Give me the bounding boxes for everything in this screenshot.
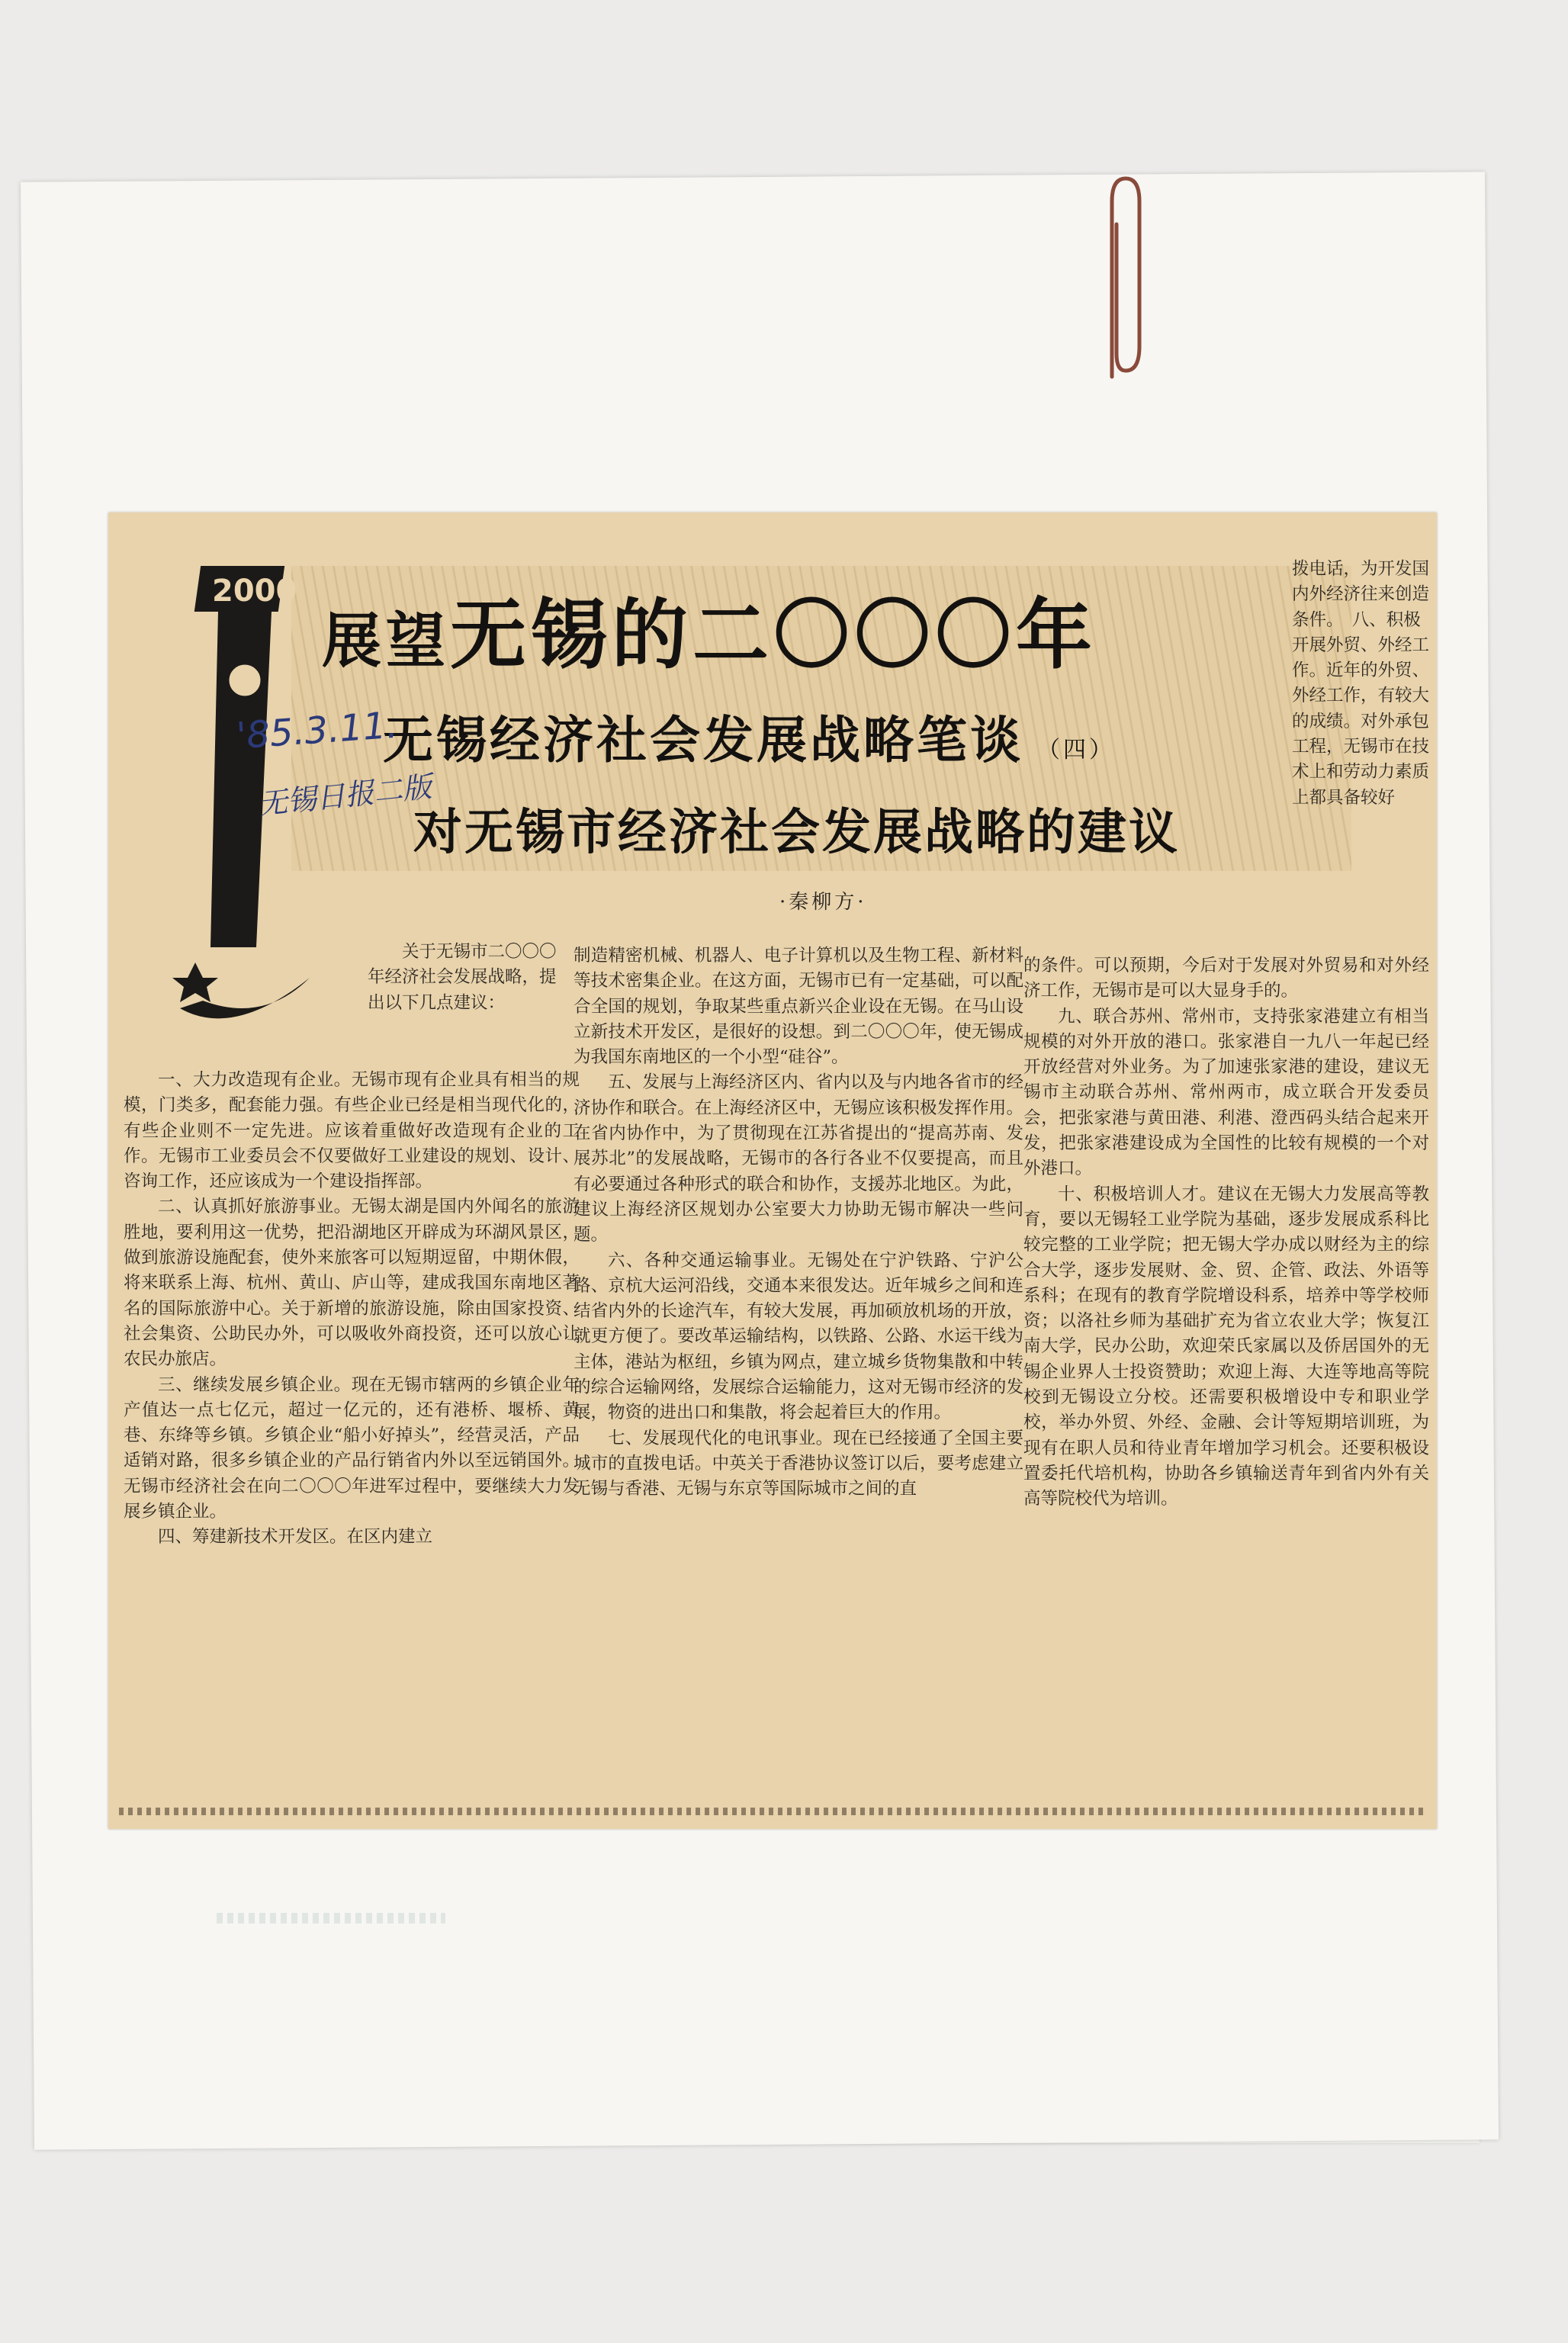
column-3 (1023, 953, 1429, 1808)
column-1-intro (368, 940, 569, 1054)
paragraph: 二、认真抓好旅游事业。无锡太湖是国内外闻名的旅游胜地，要利用这一优势，把沿湖地区开辟成为环湖风景区，做到旅游设施配套，使外来旅客可以短期逗留，中期休假，将来联系上海、杭州、黄山、庐山等，建成我国东南地区著名的国际旅游中心。关于新增的旅游设施，除由国家投资、社会集资、公助民办外，可以吸收外商投资，还可以放心让农民办旅店。 (124, 1197, 580, 1370)
column-2 (574, 943, 1023, 1805)
article-title: 对无锡市经济社会发展战略的建议 (413, 805, 1180, 861)
paragraph: 的条件。可以预期，今后对于发展对外贸易和对外经济工作，无锡市是可以大显身手的。 (1023, 956, 1429, 1001)
paragraph: 一、大力改造现有企业。无锡市现有企业具有相当的规模，门类多，配套能力强。有些企业已经是相当现代化的，有些企业则不一定先进。应该着重做好改造现有企业的工作。无锡市工业委员会不仅要做好工业建设的规划、设计、咨询工作，还应该成为一个建设指挥部。 (124, 1070, 580, 1192)
paragraph: 七、发展现代化的电讯事业。现在已经接通了全国主要城市的直拨电话。中英关于香港协议签订以后，要考虑建立无锡与香港、无锡与东京等国际城市之间的直 (574, 1428, 1023, 1499)
series-title (383, 699, 1115, 772)
paragraph: 制造精密机械、机器人、电子计算机以及生物工程、新材料等技术密集企业。在这方面，无锡市已有一定基础，可以配合全国的规划，争取某些重点新兴企业设在无锡。在马山设立新技术开发区，是很好的设想。到二〇〇〇年，使无锡成为我国东南地区的一个小型“硅谷”。 (574, 946, 1023, 1068)
col1-intro-text: 关于无锡市二〇〇〇年经济社会发展战略，提出以下几点建议： (368, 942, 557, 1013)
col4-text: 拨电话，为开发国内外经济往来创造条件。 八、积极开展外贸、外经工作。近年的外贸、外经工作，有较大的成绩。对外承包工程，无锡市在技术上和劳动力素质上都具备较好 (1292, 559, 1430, 808)
series-title-text: 无锡经济社会发展战略笔谈 (383, 711, 1023, 770)
paragraph: 六、各种交通运输事业。无锡处在宁沪铁路、宁沪公路、京杭大运河沿线，交通本来很发达。近年城乡之间和连结省内外的长途汽车，有较大发展，再加硕放机场的开放，就更方便了。要改革运输结构，以铁路、公路、水运干线为主体，港站为枢纽，乡镇为网点，建立城乡货物集散和中转的综合运输网络，发展综合运输能力，这对无锡市经济的发展，物资的进出口和集散，将会起着巨大的作用。 (574, 1250, 1023, 1423)
headline-prefix: 展望 (322, 607, 451, 676)
column-4-top-right (1292, 557, 1431, 984)
headline (322, 574, 1097, 683)
headline-main: 无锡的二〇〇〇年 (450, 590, 1097, 680)
svg-text:2000: 2000 (212, 574, 297, 609)
paperclip-icon (1097, 171, 1155, 392)
handwritten-date: '85.3.11. (235, 703, 400, 758)
paragraph: 十、积极培训人才。建议在无锡大力发展高等教育，要以无锡轻工业学院为基础，逐步发展成系科比较完整的工业学院；把无锡大学办成以财经为主的综合大学，逐步发展财、金、贸、企管、政法、外语等系科；在现有的教育学院增设科系，培养中等学校师资；以洛社乡师为基础扩充为省立农业大学；恢复江南大学，民办公助，欢迎荣氏家属以及侨居国外的无锡企业界人士投资赞助；欢迎上海、大连等地高等院校到无锡设立分校。还需要积极增设中专和职业学校，举办外贸、外经、金融、会计等短期培训班，为现有在职人员和待业青年增加学习机会。还要积极设置委托代培机构，协助各乡镇输送青年到省内外有关高等院校代为培训。 (1023, 1184, 1429, 1509)
faint-offset-mark (217, 1913, 445, 1924)
newspaper-clipping (108, 513, 1437, 1829)
series-number: （四） (1037, 737, 1115, 763)
handwritten-source: 无锡日报二版 (256, 770, 434, 821)
author-byline: ·秦柳方· (779, 891, 867, 914)
paragraph: 五、发展与上海经济区内、省内以及与内地各省市的经济协作和联合。在上海经济区中，无锡应该积极发挥作用。在省内协作中，为了贯彻现在江苏省提出的“提高苏南、发展苏北”的发展战略，无锡市的各行各业不仅要提高，而且有必要通过各种形式的联合和协作，支援苏北地区。为此，建议上海经济区规划办公室要大力协助无锡市解决一些问题。 (574, 1072, 1023, 1245)
decorative-border (119, 1808, 1426, 1815)
paragraph: 九、联合苏州、常州市，支持张家港建立有相当规模的对外开放的港口。张家港自一九八一年起已经开放经营对外业务。为了加速张家港的建设，建议无锡市主动联合苏州、常州两市，成立联合开发委员会，把张家港与黄田港、利港、澄西码头结合起来开发，把张家港建设成为全国性的比较有规模的一个对外港口。 (1023, 1006, 1429, 1179)
paragraph: 三、继续发展乡镇企业。现在无锡市辖两的乡镇企业年产值达一点七亿元，超过一亿元的，还有港桥、堰桥、黄巷、东绛等乡镇。乡镇企业“船小好掉头”，经营灵活，产品适销对路，很多乡镇企业的产品行销省内外以至远销国外。无锡市经济社会在向二〇〇〇年进军过程中，要继续大力发展乡镇企业。 (124, 1374, 580, 1522)
column-1 (124, 1068, 580, 1815)
paragraph: 四、筹建新技术开发区。在区内建立 (158, 1527, 433, 1548)
